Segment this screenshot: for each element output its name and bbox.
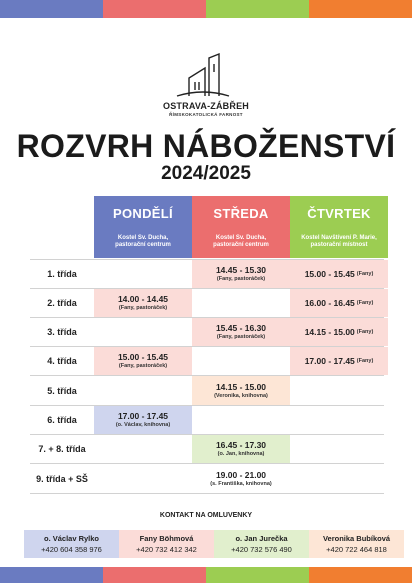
cell-wednesday xyxy=(192,260,290,288)
bottom-bar-orange xyxy=(309,567,412,583)
contact-card xyxy=(119,530,214,558)
day-place xyxy=(192,235,290,249)
lesson-time: 16.00 - 16.45 xyxy=(304,298,355,308)
lesson-note: (Fany, pastoráček) xyxy=(118,305,168,311)
column-header-monday xyxy=(94,196,192,258)
row-label: 3. třída xyxy=(47,327,77,337)
lesson-time: 17.00 - 17.45 xyxy=(117,411,169,421)
contact-name: Fany Böhmová xyxy=(139,534,194,543)
day-place-line2: pastorační centrum xyxy=(213,242,269,248)
lesson-note: (o. Jan, knihovna) xyxy=(217,451,265,457)
parish-subtitle: ŘÍMSKOKATOLICKÁ FARNOST xyxy=(169,112,243,117)
lesson-note: (Fany) xyxy=(356,271,374,277)
cell-thursday xyxy=(290,347,388,375)
day-place xyxy=(290,235,388,249)
contact-card xyxy=(214,530,309,558)
top-bar-orange xyxy=(309,0,412,18)
cell-wednesday xyxy=(192,318,290,346)
contact-name: o. Václav Rylko xyxy=(43,534,100,543)
cell-wednesday xyxy=(192,435,290,463)
day-place xyxy=(94,235,192,249)
bottom-bar-green xyxy=(206,567,309,583)
cell-wednesday xyxy=(192,376,290,405)
day-name: STŘEDA xyxy=(213,206,269,221)
contacts-heading: KONTAKT NA OMLUVENKY xyxy=(159,512,253,519)
row-label: 2. třída xyxy=(47,298,77,308)
cell-monday xyxy=(94,347,192,375)
school-year: 2024/2025 xyxy=(161,163,251,184)
lesson-note: (Fany, pastoráček) xyxy=(216,334,266,340)
row-label: 7. + 8. třída xyxy=(38,444,86,454)
cell-thursday xyxy=(290,318,388,346)
contact-name: Veronika Bubíková xyxy=(322,534,391,543)
top-bar-blue xyxy=(0,0,103,18)
lesson-time: 14.15 - 15.00 xyxy=(304,327,355,337)
parish-name: OSTRAVA-ZÁBŘEH xyxy=(163,101,249,111)
day-name: ČTVRTEK xyxy=(307,206,371,221)
lesson-note: (o. Václav, knihovna) xyxy=(115,422,171,428)
day-place-line1: Kostel Navštívení P. Marie, xyxy=(301,235,377,241)
lesson-time: 14.45 - 15.30 xyxy=(215,265,267,275)
contact-card xyxy=(309,530,404,558)
day-place-line2: pastorační místnost xyxy=(310,242,368,248)
bottom-bar-blue xyxy=(0,567,103,583)
day-place-line2: pastorační centrum xyxy=(115,242,171,248)
cell-wednesday xyxy=(192,464,290,493)
lesson-note: (Fany) xyxy=(356,329,374,335)
lesson-note: (Fany, pastoráček) xyxy=(118,363,168,369)
cell-thursday xyxy=(290,260,388,288)
lesson-time: 15.00 - 15.45 xyxy=(304,269,355,279)
contact-card xyxy=(24,530,119,558)
lesson-note: (Veronika, knihovna) xyxy=(214,393,268,399)
lesson-time: 15.00 - 15.45 xyxy=(117,352,169,362)
bottom-bar-red xyxy=(103,567,206,583)
column-header-wednesday xyxy=(192,196,290,258)
row-divider xyxy=(30,493,384,494)
contact-phone: +420 732 412 342 xyxy=(136,545,197,554)
contact-phone: +420 604 358 976 xyxy=(41,545,102,554)
column-header-thursday xyxy=(290,196,388,258)
row-label: 1. třída xyxy=(47,269,77,279)
contact-phone: +420 732 576 490 xyxy=(231,545,292,554)
row-label: 6. třída xyxy=(47,415,77,425)
row-label: 4. třída xyxy=(47,356,77,366)
day-place-line1: Kostel Sv. Ducha, xyxy=(117,235,169,241)
contact-name: o. Jan Jurečka xyxy=(235,534,288,543)
cell-monday xyxy=(94,406,192,434)
page-title: ROZVRH NÁBOŽENSTVÍ xyxy=(16,128,396,164)
row-label: 5. třída xyxy=(47,386,77,396)
row-divider xyxy=(30,405,384,406)
lesson-note: (Fany, pastoráček) xyxy=(216,276,266,282)
lesson-note: (Fany) xyxy=(356,358,374,364)
day-place-line1: Kostel Sv. Ducha, xyxy=(215,235,267,241)
cell-thursday xyxy=(290,289,388,317)
top-bar-green xyxy=(206,0,309,18)
top-color-bar xyxy=(0,0,412,18)
top-bar-red xyxy=(103,0,206,18)
lesson-time: 19.00 - 21.00 xyxy=(215,470,267,480)
lesson-note: (Fany) xyxy=(356,300,374,306)
lesson-time: 14.00 - 14.45 xyxy=(117,294,169,304)
lesson-note: (s. Františka, knihovna) xyxy=(210,481,272,487)
day-name: PONDĚLÍ xyxy=(113,206,173,221)
bottom-color-bar xyxy=(0,567,412,583)
row-label: 9. třída + SŠ xyxy=(36,474,88,484)
lesson-time: 17.00 - 17.45 xyxy=(304,356,355,366)
lesson-time: 16.45 - 17.30 xyxy=(215,440,267,450)
lesson-time: 14.15 - 15.00 xyxy=(215,382,267,392)
lesson-time: 15.45 - 16.30 xyxy=(215,323,267,333)
contact-phone: +420 722 464 818 xyxy=(326,545,387,554)
church-icon xyxy=(175,52,231,100)
cell-monday xyxy=(94,289,192,317)
